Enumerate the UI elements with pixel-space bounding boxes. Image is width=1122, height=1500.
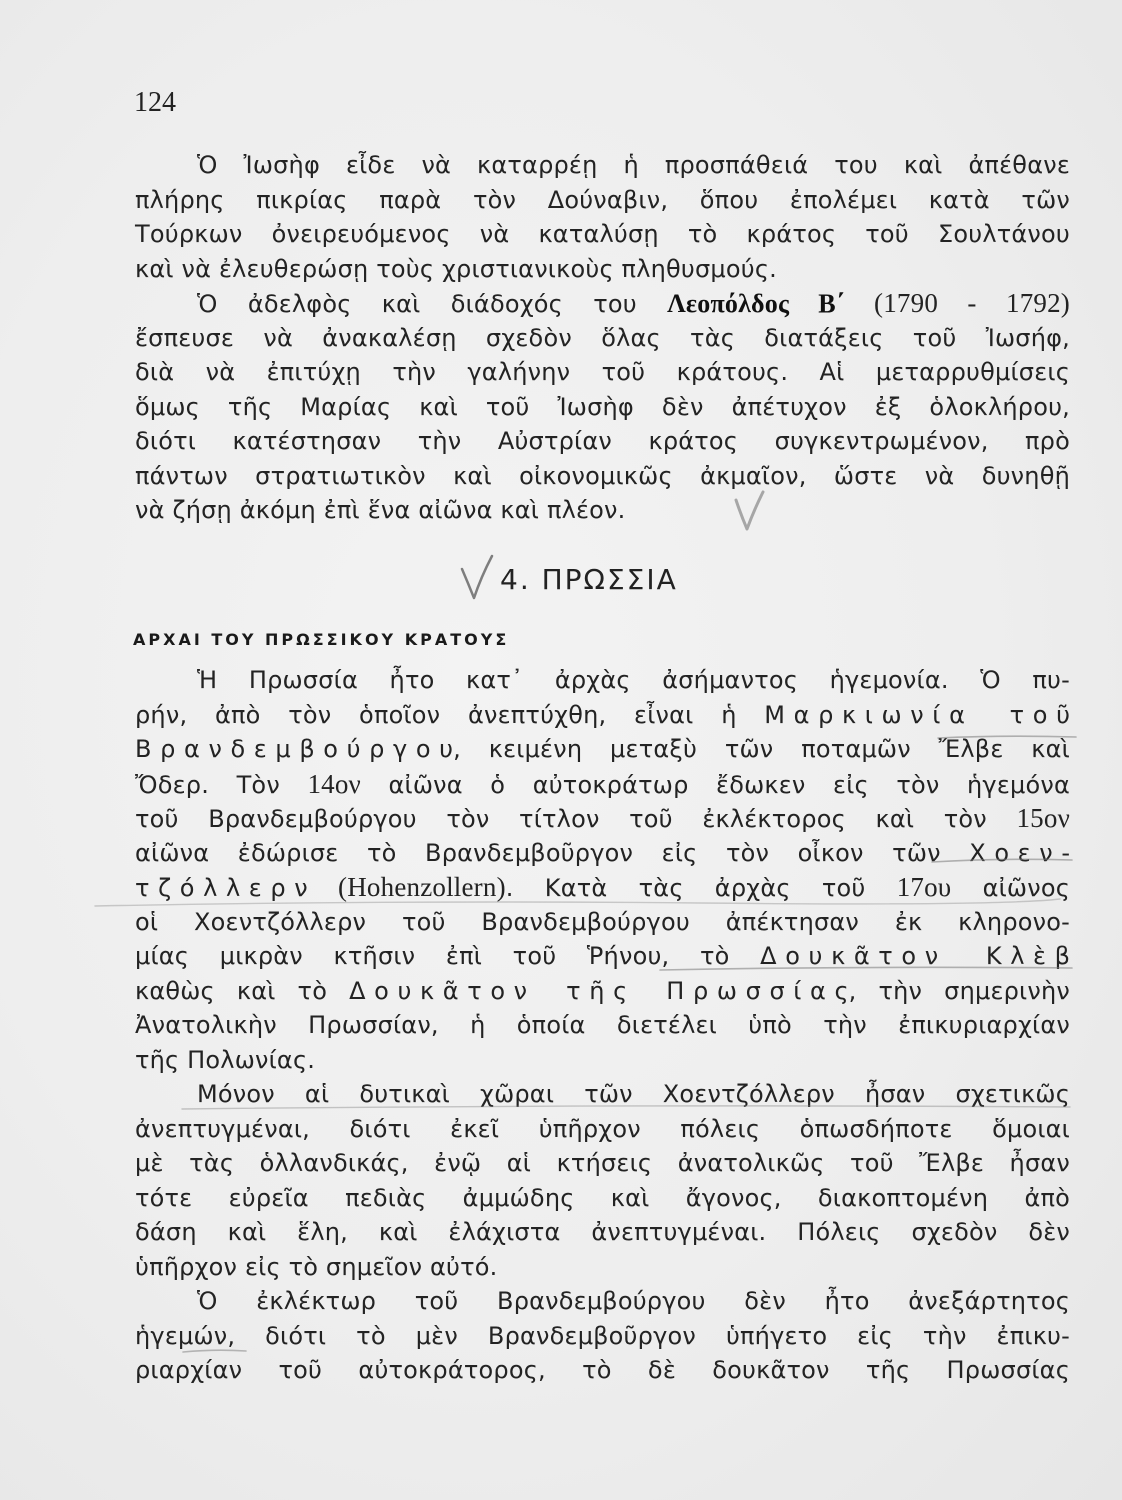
text-line — [135, 870, 1070, 905]
text-run: αἰῶνος — [951, 874, 1070, 902]
text-run: δάση καὶ ἕλη, καὶ ἐλάχιστα ἀνεπτυγμέναι. Πόλεις σχεδὸν δὲν — [135, 1218, 1070, 1246]
text-run: διὰ νὰ ἐπιτύχῃ τὴν γαλήνην τοῦ κράτους. Αἱ μεταρρυθμίσεις — [135, 358, 1070, 386]
text-line — [135, 217, 1070, 252]
text-run: πλήρης πικρίας παρὰ τὸν Δούναβιν, ὅπου ἐπολέμει κατὰ τῶν — [135, 185, 1070, 214]
text-line — [135, 493, 1070, 528]
text-run: ρήν, ἀπὸ τὸν ὁποῖον ἀνεπτύχθη, εἶναι ἡ — [135, 700, 765, 729]
roman-text-run: (Hohenzollern) — [307, 872, 506, 902]
text-run: Ὄδερ. Τὸν — [135, 770, 308, 799]
text-run: Μόνον αἱ δυτικαὶ χῶραι τῶν Χοεντζόλλερν ἦσαν σχετικῶς — [197, 1080, 1070, 1108]
text-line — [135, 1250, 1070, 1285]
text-run: ὅμως τῆς Μαρίας καὶ τοῦ Ἰωσὴφ δὲν ἀπέτυχον ἐξ ὁλοκλήρου, — [135, 392, 1070, 421]
text-line — [135, 1284, 1070, 1319]
text-run: ἀνεπτυγμέναι, διότι ἐκεῖ ὑπῆρχον πόλεις ὁπωσδήποτε ὅμοιαι — [135, 1114, 1070, 1143]
text-run: Ὁ ἀδελφὸς καὶ διάδοχός του — [197, 290, 668, 318]
text-run: ἔσπευσε νὰ ἀνακαλέσῃ σχεδὸν ὅλας τὰς διατάξεις τοῦ Ἰωσήφ, — [135, 323, 1070, 352]
text-line — [135, 424, 1070, 459]
text-line — [135, 459, 1070, 494]
emphasis-text-run: τζόλλερν — [135, 874, 317, 902]
text-run: νὰ ζήσῃ ἀκόμη ἐπὶ ἕνα αἰῶνα καὶ πλέον. — [135, 496, 626, 524]
text-run: μίας μικρὰν κτῆσιν ἐπὶ τοῦ Ῥήνου, τὸ — [135, 942, 761, 970]
text-line — [135, 836, 1079, 871]
text-line — [135, 390, 1070, 425]
text-line — [135, 252, 1070, 287]
emphasis-text-run: Χοεν- — [969, 838, 1079, 867]
roman-text-run: (1790 - 1792) — [844, 288, 1070, 318]
text-line — [135, 1112, 1070, 1147]
text-line — [135, 1146, 1070, 1181]
text-run: τῆς Πολωνίας. — [135, 1045, 316, 1074]
paragraph — [135, 286, 1070, 528]
text-line — [135, 1043, 1070, 1078]
text-run: μὲ τὰς ὁλλανδικάς, ἐνῷ αἱ κτήσεις ἀνατολικῶς τοῦ Ἔλβε ἦσαν — [135, 1149, 1070, 1177]
subsection-heading: ΑΡΧΑΙ ΤΟΥ ΠΡΩΣΣΙΚΟΥ ΚΡΑΤΟΥΣ — [133, 630, 510, 649]
emphasis-text-run: Μαρκιωνία τοῦ — [764, 700, 1079, 729]
roman-text-run: 15ον — [1016, 803, 1070, 833]
preceding-section-text — [135, 148, 1070, 528]
text-run: τότε εὐρεῖα πεδιὰς ἀμμώδης καὶ ἄγονος, διακοπτομένη ἀπὸ — [135, 1183, 1070, 1212]
text-run: Τούρκων ὀνειρευόμενος νὰ καταλύσῃ τὸ κράτος τοῦ Σουλτάνου — [135, 220, 1070, 248]
text-run: Ὁ Ἰωσὴφ εἶδε νὰ καταρρέῃ ἡ προσπάθειά του καὶ ἀπέθανε — [197, 151, 1070, 179]
text-line — [135, 663, 1070, 698]
text-line — [135, 1077, 1070, 1112]
handwritten-check-mark — [462, 556, 492, 598]
text-line — [135, 1215, 1070, 1250]
emphasis-text-run: Δουκᾶτον Κλὲβ — [760, 942, 1079, 970]
text-run: ὑπῆρχον εἰς τὸ σημεῖον αὐτό. — [135, 1252, 498, 1281]
section-body-text — [135, 663, 1079, 1388]
text-run: τοῦ Βρανδεμβούργου τὸν τίτλον τοῦ ἐκλέκτορος καὶ τὸν — [135, 805, 1017, 833]
bold-text-run: Λεοπόλδος Β΄ — [667, 289, 845, 318]
text-line — [135, 1353, 1070, 1388]
text-run: , κειμένη μεταξὺ τῶν ποταμῶν Ἔλβε καὶ — [453, 735, 1070, 763]
roman-text-run: 17ου — [896, 872, 952, 902]
paragraph — [135, 663, 1079, 1077]
text-line — [135, 698, 1079, 733]
text-line — [135, 321, 1070, 356]
text-line — [135, 1008, 1070, 1043]
page-number: 124 — [134, 87, 176, 118]
text-line — [135, 148, 1070, 183]
text-run: Ἡ Πρωσσία ἦτο κατ᾽ ἀρχὰς ἀσήμαντος ἡγεμονία. Ὁ πυ- — [197, 666, 1070, 694]
text-line — [135, 286, 1070, 321]
paragraph — [135, 148, 1070, 286]
text-run: οἱ Χοεντζόλλερν τοῦ Βρανδεμβούργου ἀπέκτησαν ἐκ κληρονο- — [135, 907, 1070, 936]
text-line — [135, 801, 1070, 836]
text-line — [135, 974, 1070, 1009]
text-run: διότι κατέστησαν τὴν Αὐστρίαν κράτος συγκεντρωμένον, πρὸ — [135, 427, 1070, 455]
text-line — [135, 355, 1070, 390]
text-run: αἰῶνα ὁ αὐτοκράτωρ ἔδωκεν εἰς τὸν ἡγεμόνα — [360, 770, 1070, 799]
text-line — [135, 732, 1070, 767]
text-run: καὶ νὰ ἐλευθερώσῃ τοὺς χριστιανικοὺς πληθυσμούς. — [135, 254, 777, 283]
text-line — [135, 939, 1079, 974]
text-run: Ἀνατολικὴν Πρωσσίαν, ἡ ὁποία διετέλει ὑπὸ τὴν ἐπικυριαρχίαν — [135, 1011, 1070, 1039]
text-line — [135, 183, 1070, 218]
paragraph — [135, 1077, 1070, 1284]
section-heading: 4. ΠΡΩΣΣΙΑ — [500, 563, 678, 596]
paragraph — [135, 1284, 1070, 1388]
roman-text-run: 14ον — [307, 768, 361, 799]
emphasis-text-run: Βρανδεμβούργου — [135, 735, 462, 763]
text-run: Ὁ ἐκλέκτωρ τοῦ Βρανδεμβούργου δὲν ἦτο ἀνεξάρτητος — [197, 1287, 1070, 1315]
text-run: , τὴν σημερινὴν — [848, 976, 1070, 1005]
text-run: αἰῶνα ἐδώρισε τὸ Βρανδεμβοῦργον εἰς τὸν οἶκον τῶν — [135, 838, 970, 867]
text-line — [135, 1319, 1070, 1354]
text-run: καθὼς καὶ τὸ — [135, 976, 350, 1005]
text-run: πάντων στρατιωτικὸν καὶ οἰκονομικῶς ἀκμαῖον, ὥστε νὰ δυνηθῇ — [135, 461, 1070, 490]
emphasis-text-run: Δουκᾶτον τῆς Πρωσσίας — [349, 976, 858, 1005]
text-run: ριαρχίαν τοῦ αὐτοκράτορος, τὸ δὲ δουκᾶτον τῆς Πρωσσίας — [135, 1356, 1070, 1384]
text-line — [135, 767, 1070, 802]
text-line — [135, 1181, 1070, 1216]
text-run: ἡγεμών, διότι τὸ μὲν Βρανδεμβοῦργον ὑπήγετο εἰς τὴν ἐπικυ- — [135, 1321, 1070, 1350]
text-run: . Κατὰ τὰς ἀρχὰς τοῦ — [505, 874, 897, 902]
text-line — [135, 905, 1070, 940]
